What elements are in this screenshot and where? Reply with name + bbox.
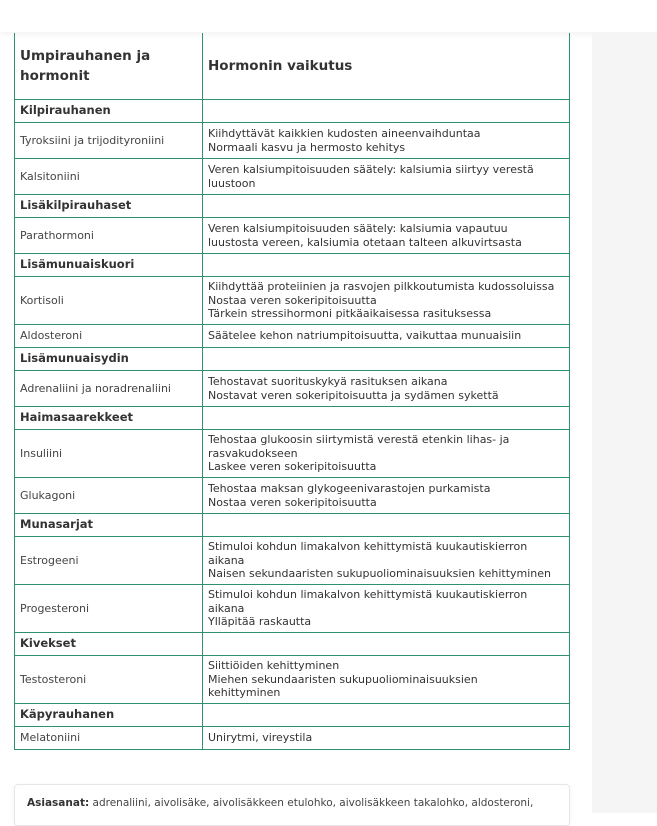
- effect-line: aikana: [208, 553, 245, 567]
- effect-line: kehittyminen: [208, 686, 281, 700]
- hormone-name: Tyroksiini ja trijodityroniini: [15, 123, 203, 159]
- hormone-table-container: [14, 33, 569, 750]
- hormone-effect: [203, 656, 570, 704]
- effect-line: Miehen sekundaaristen sukupuoliominaisuuksien: [208, 672, 478, 686]
- category-empty-cell: [203, 100, 570, 123]
- category-row: [15, 704, 570, 727]
- hormone-effect: [203, 371, 570, 407]
- category-empty-cell: [203, 407, 570, 430]
- top-bar: [0, 0, 657, 32]
- hormone-effect: [203, 218, 570, 254]
- category-name: Kilpirauhanen: [15, 100, 203, 123]
- right-panel: [592, 32, 657, 813]
- hormone-name: Adrenaliini ja noradrenaliini: [15, 371, 203, 407]
- hormone-row: [15, 727, 570, 750]
- category-row: [15, 254, 570, 277]
- hormone-effect: [203, 727, 570, 750]
- effect-line: Veren kalsiumpitoisuuden säätely: kalsiumia vapautuu: [208, 222, 508, 235]
- hormone-row: [15, 656, 570, 704]
- category-name: Käpyrauhanen: [15, 704, 203, 727]
- hormone-row: [15, 478, 570, 514]
- category-empty-cell: [203, 633, 570, 656]
- effect-line: Tehostavat suorituskykyä rasituksen aikana: [208, 375, 448, 388]
- effect-line: Kiihdyttävät kaikkien kudosten aineenvaihduntaa: [208, 127, 481, 140]
- effect-line: Tehostaa glukoosin siirtymistä verestä etenkin lihas- ja: [208, 433, 510, 447]
- hormone-effect: [203, 325, 570, 348]
- effect-line: luustoon: [208, 176, 256, 190]
- effect-line: aikana: [208, 601, 245, 615]
- hormone-row: [15, 371, 570, 407]
- category-row: [15, 100, 570, 123]
- hormone-name: Glukagoni: [15, 478, 203, 514]
- effect-line: Naisen sekundaaristen sukupuoliominaisuuksien kehittyminen: [208, 567, 552, 581]
- category-row: [15, 407, 570, 430]
- hormone-effect: [203, 159, 570, 195]
- effect-line: Kiihdyttää proteiinien ja rasvojen pilkkoutumista kudossoluissa: [208, 280, 555, 294]
- effect-line: Säätelee kehon natriumpitoisuutta, vaikuttaa munuaisiin: [208, 329, 522, 343]
- effect-line: Veren kalsiumpitoisuuden säätely: kalsiumia siirtyy verestä: [208, 163, 534, 176]
- header-gland-line-1: Umpirauhanen ja: [20, 48, 151, 64]
- hormone-effect: [203, 478, 570, 514]
- effect-line: Nostaa veren sokeripitoisuutta: [208, 495, 377, 509]
- effect-line: Siittiöiden kehittyminen: [208, 659, 340, 673]
- category-row: [15, 348, 570, 371]
- keywords-list[interactable]: adrenaliini, aivolisäke, aivolisäkkeen etulohko, aivolisäkkeen takalohko, aldosteroni,: [92, 797, 534, 809]
- category-name: Munasarjat: [15, 514, 203, 537]
- category-name: Lisämunuaisydin: [15, 348, 203, 371]
- hormone-name: Kalsitoniini: [15, 159, 203, 195]
- effect-line: Stimuloi kohdun limakalvon kehittymistä kuukautiskierron: [208, 540, 528, 554]
- hormone-effect: [203, 585, 570, 633]
- effect-line: Stimuloi kohdun limakalvon kehittymistä kuukautiskierron: [208, 588, 528, 602]
- hormone-name: Insuliini: [15, 430, 203, 478]
- hormone-name: Aldosteroni: [15, 325, 203, 348]
- hormone-row: [15, 159, 570, 195]
- effect-line: rasvakudokseen: [208, 446, 298, 460]
- hormone-row: [15, 537, 570, 585]
- keywords-box: [14, 784, 570, 826]
- hormone-table: [14, 33, 570, 750]
- hormone-effect: [203, 123, 570, 159]
- hormone-name: Progesteroni: [15, 585, 203, 633]
- hormone-effect: [203, 537, 570, 585]
- hormone-row: [15, 218, 570, 254]
- category-empty-cell: [203, 195, 570, 218]
- effect-line: Unirytmi, vireystila: [208, 731, 313, 745]
- keywords-text: [27, 797, 533, 809]
- hormone-row: [15, 585, 570, 633]
- effect-line: luustosta vereen, kalsiumia otetaan talteen alkuvirtsasta: [208, 235, 522, 249]
- effect-line: Tehostaa maksan glykogeenivarastojen purkamista: [208, 482, 491, 495]
- hormone-name: Estrogeeni: [15, 537, 203, 585]
- hormone-name: Melatoniini: [15, 727, 203, 750]
- category-empty-cell: [203, 514, 570, 537]
- category-empty-cell: [203, 704, 570, 727]
- category-name: Lisäkilpirauhaset: [15, 195, 203, 218]
- hormone-effect: [203, 430, 570, 478]
- effect-line: Nostavat veren sokeripitoisuutta ja sydämen sykettä: [208, 388, 499, 402]
- effect-line: Nostaa veren sokeripitoisuutta: [208, 293, 377, 307]
- header-gland: [15, 33, 203, 100]
- header-effect: Hormonin vaikutus: [203, 33, 570, 100]
- effect-line: Laskee veren sokeripitoisuutta: [208, 460, 377, 474]
- category-row: [15, 195, 570, 218]
- category-name: Lisämunuaiskuori: [15, 254, 203, 277]
- effect-line: Ylläpitää raskautta: [208, 615, 312, 629]
- header-gland-line-2: hormonit: [20, 68, 90, 84]
- table-header-row: [15, 33, 570, 100]
- hormone-effect: [203, 277, 570, 325]
- hormone-row: [15, 430, 570, 478]
- effect-line: Tärkein stressihormoni pitkäaikaisessa rasituksessa: [208, 307, 492, 321]
- keywords-label: Asiasanat:: [27, 797, 90, 809]
- category-row: [15, 514, 570, 537]
- hormone-name: Testosteroni: [15, 656, 203, 704]
- category-name: Haimasaarekkeet: [15, 407, 203, 430]
- effect-line: Normaali kasvu ja hermosto kehitys: [208, 140, 406, 154]
- hormone-name: Parathormoni: [15, 218, 203, 254]
- hormone-row: [15, 325, 570, 348]
- hormone-row: [15, 123, 570, 159]
- hormone-name: Kortisoli: [15, 277, 203, 325]
- hormone-row: [15, 277, 570, 325]
- category-row: [15, 633, 570, 656]
- category-name: Kivekset: [15, 633, 203, 656]
- category-empty-cell: [203, 254, 570, 277]
- category-empty-cell: [203, 348, 570, 371]
